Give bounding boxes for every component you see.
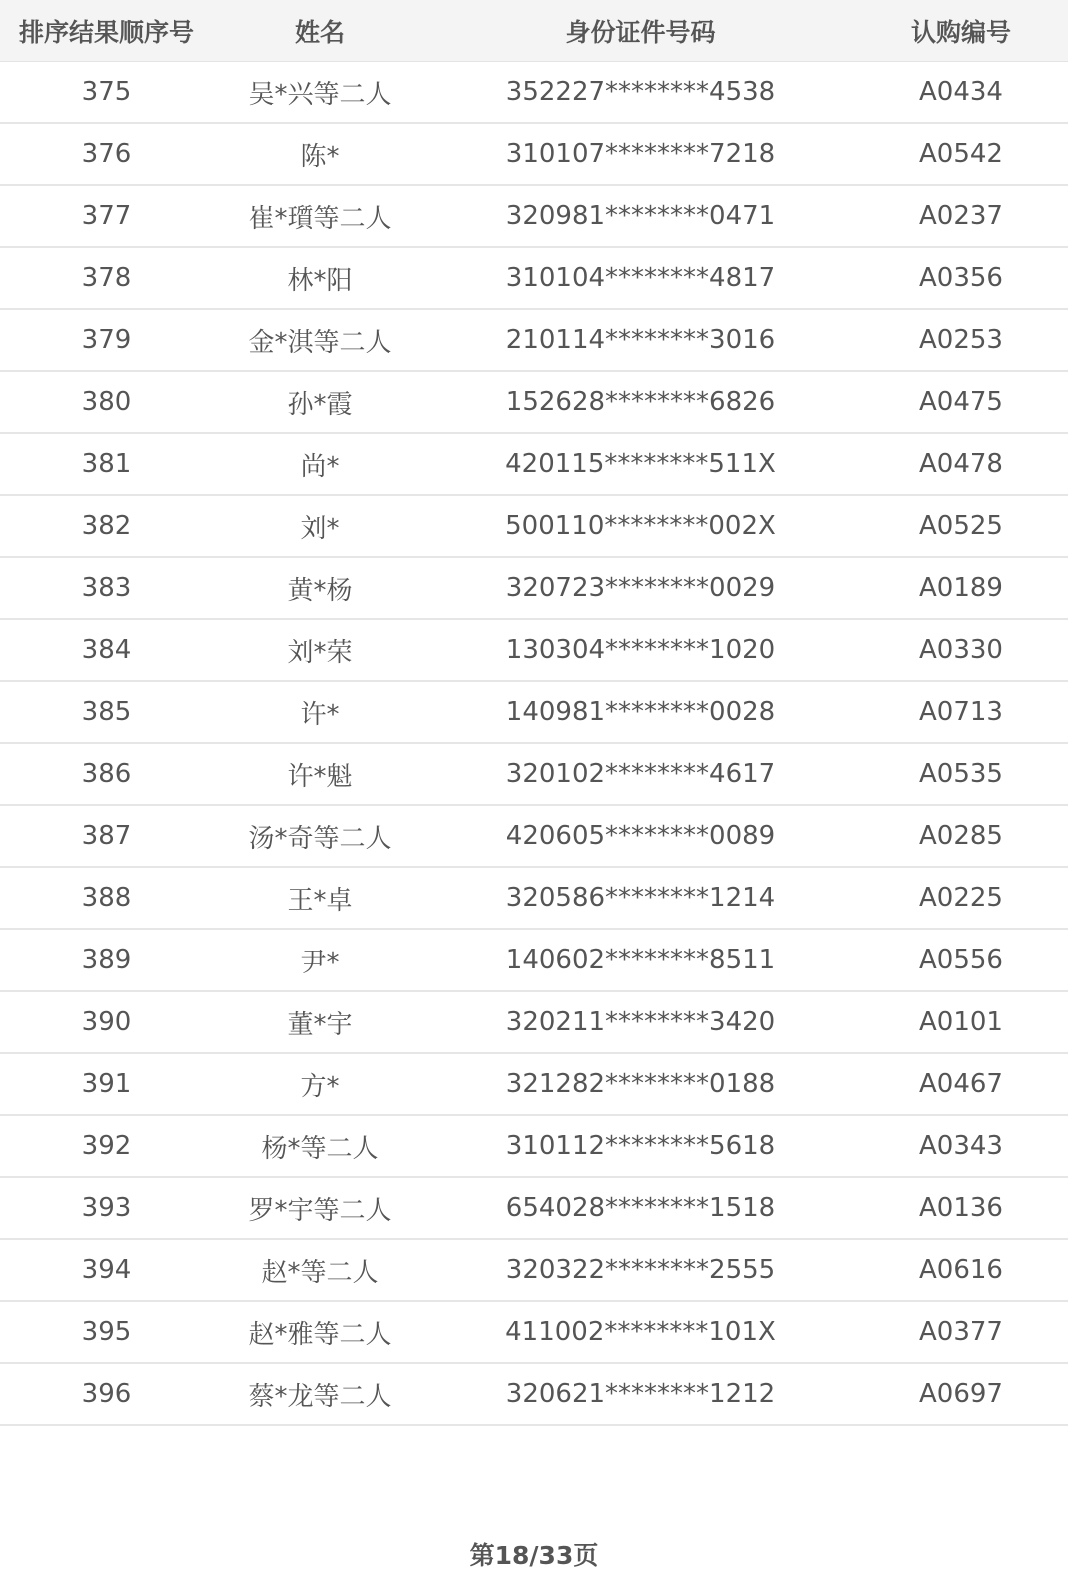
cell-id-number: 420115********511X [427, 433, 854, 495]
cell-sort-order: 391 [0, 1053, 213, 1115]
cell-name: 汤*奇等二人 [213, 805, 427, 867]
header-subscription-number: 认购编号 [854, 0, 1068, 62]
cell-name: 杨*等二人 [213, 1115, 427, 1177]
cell-id-number: 310104********4817 [427, 247, 854, 309]
cell-subscription-number: A0253 [854, 309, 1068, 371]
cell-sort-order: 393 [0, 1177, 213, 1239]
cell-id-number: 152628********6826 [427, 371, 854, 433]
table-row [0, 743, 1068, 805]
table-header [0, 0, 1068, 62]
cell-id-number: 320586********1214 [427, 867, 854, 929]
cell-sort-order: 375 [0, 62, 213, 124]
cell-id-number: 420605********0089 [427, 805, 854, 867]
cell-id-number: 310107********7218 [427, 123, 854, 185]
cell-name: 陈* [213, 123, 427, 185]
cell-name: 刘* [213, 495, 427, 557]
table-row [0, 1053, 1068, 1115]
cell-name: 罗*宇等二人 [213, 1177, 427, 1239]
cell-name: 许*魁 [213, 743, 427, 805]
table-row [0, 371, 1068, 433]
cell-subscription-number: A0713 [854, 681, 1068, 743]
cell-name: 崔*瓆等二人 [213, 185, 427, 247]
cell-subscription-number: A0356 [854, 247, 1068, 309]
table-row [0, 1239, 1068, 1301]
cell-subscription-number: A0189 [854, 557, 1068, 619]
cell-name: 蔡*龙等二人 [213, 1363, 427, 1425]
cell-subscription-number: A0556 [854, 929, 1068, 991]
cell-id-number: 320102********4617 [427, 743, 854, 805]
cell-id-number: 411002********101X [427, 1301, 854, 1363]
cell-subscription-number: A0285 [854, 805, 1068, 867]
cell-sort-order: 390 [0, 991, 213, 1053]
cell-name: 林*阳 [213, 247, 427, 309]
cell-name: 金*淇等二人 [213, 309, 427, 371]
table-row [0, 1177, 1068, 1239]
cell-sort-order: 382 [0, 495, 213, 557]
cell-sort-order: 379 [0, 309, 213, 371]
cell-id-number: 140602********8511 [427, 929, 854, 991]
cell-id-number: 654028********1518 [427, 1177, 854, 1239]
cell-name: 许* [213, 681, 427, 743]
header-id-number: 身份证件号码 [427, 0, 854, 62]
cell-subscription-number: A0225 [854, 867, 1068, 929]
cell-subscription-number: A0343 [854, 1115, 1068, 1177]
cell-name: 尚* [213, 433, 427, 495]
table-row [0, 681, 1068, 743]
cell-name: 黄*杨 [213, 557, 427, 619]
cell-sort-order: 385 [0, 681, 213, 743]
table-body [0, 62, 1068, 1426]
cell-subscription-number: A0525 [854, 495, 1068, 557]
cell-sort-order: 389 [0, 929, 213, 991]
cell-sort-order: 387 [0, 805, 213, 867]
table-row [0, 247, 1068, 309]
table-row [0, 185, 1068, 247]
cell-id-number: 310112********5618 [427, 1115, 854, 1177]
cell-subscription-number: A0478 [854, 433, 1068, 495]
cell-id-number: 320211********3420 [427, 991, 854, 1053]
cell-sort-order: 392 [0, 1115, 213, 1177]
cell-id-number: 320981********0471 [427, 185, 854, 247]
cell-id-number: 320621********1212 [427, 1363, 854, 1425]
cell-id-number: 320322********2555 [427, 1239, 854, 1301]
table-row [0, 619, 1068, 681]
cell-id-number: 130304********1020 [427, 619, 854, 681]
table-row [0, 1301, 1068, 1363]
table-row [0, 805, 1068, 867]
table-row [0, 867, 1068, 929]
cell-name: 王*卓 [213, 867, 427, 929]
header-sort-order: 排序结果顺序号 [0, 0, 213, 62]
header-row [0, 0, 1068, 62]
cell-id-number: 140981********0028 [427, 681, 854, 743]
cell-sort-order: 378 [0, 247, 213, 309]
cell-name: 尹* [213, 929, 427, 991]
table-row [0, 62, 1068, 124]
page-indicator: 第18/33页 [469, 1541, 599, 1570]
cell-subscription-number: A0237 [854, 185, 1068, 247]
cell-sort-order: 384 [0, 619, 213, 681]
table-row [0, 309, 1068, 371]
cell-name: 吴*兴等二人 [213, 62, 427, 124]
table-row [0, 1363, 1068, 1425]
cell-subscription-number: A0475 [854, 371, 1068, 433]
table-row [0, 433, 1068, 495]
cell-subscription-number: A0542 [854, 123, 1068, 185]
cell-sort-order: 395 [0, 1301, 213, 1363]
table-row [0, 495, 1068, 557]
cell-name: 赵*等二人 [213, 1239, 427, 1301]
cell-sort-order: 380 [0, 371, 213, 433]
cell-subscription-number: A0616 [854, 1239, 1068, 1301]
cell-id-number: 500110********002X [427, 495, 854, 557]
cell-name: 董*宇 [213, 991, 427, 1053]
table-row [0, 123, 1068, 185]
cell-name: 刘*荣 [213, 619, 427, 681]
table-row [0, 991, 1068, 1053]
cell-subscription-number: A0136 [854, 1177, 1068, 1239]
cell-name: 赵*雅等二人 [213, 1301, 427, 1363]
cell-sort-order: 396 [0, 1363, 213, 1425]
header-name: 姓名 [213, 0, 427, 62]
cell-subscription-number: A0377 [854, 1301, 1068, 1363]
cell-sort-order: 376 [0, 123, 213, 185]
cell-id-number: 352227********4538 [427, 62, 854, 124]
cell-sort-order: 381 [0, 433, 213, 495]
cell-name: 孙*霞 [213, 371, 427, 433]
table-row [0, 1115, 1068, 1177]
cell-subscription-number: A0434 [854, 62, 1068, 124]
cell-sort-order: 388 [0, 867, 213, 929]
table-row [0, 929, 1068, 991]
cell-subscription-number: A0101 [854, 991, 1068, 1053]
cell-subscription-number: A0535 [854, 743, 1068, 805]
cell-sort-order: 386 [0, 743, 213, 805]
cell-subscription-number: A0330 [854, 619, 1068, 681]
cell-sort-order: 383 [0, 557, 213, 619]
cell-name: 方* [213, 1053, 427, 1115]
cell-id-number: 321282********0188 [427, 1053, 854, 1115]
cell-subscription-number: A0697 [854, 1363, 1068, 1425]
cell-subscription-number: A0467 [854, 1053, 1068, 1115]
cell-sort-order: 377 [0, 185, 213, 247]
cell-sort-order: 394 [0, 1239, 213, 1301]
cell-id-number: 320723********0029 [427, 557, 854, 619]
cell-id-number: 210114********3016 [427, 309, 854, 371]
table-row [0, 557, 1068, 619]
